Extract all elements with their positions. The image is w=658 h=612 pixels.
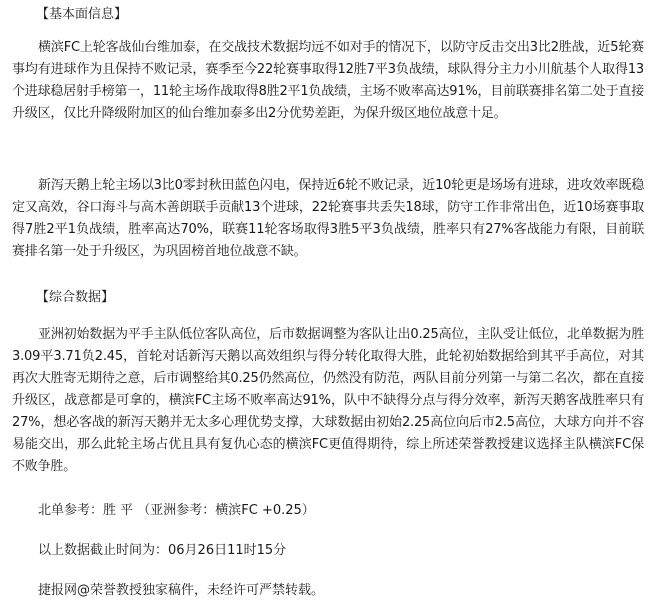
copyright-notice: 捷报网@荣誉教授独家稿件，未经许可严禁转载。 (38, 583, 325, 598)
section-heading-fundamentals: 【基本面信息】 (36, 7, 128, 22)
paragraph-albirex-niigata: 新泻天鹅上轮主场以3比0零封秋田蓝色闪电，保持近6轮不败记录，近10轮更是场场有进球，进攻效率既稳定又高效，谷口海斗与高木善朗联手贡献13个进球，22轮赛事共丢失18球，防守工作非常出色，近10场赛事取得7胜2平1负战绩，胜率高达70%，联赛11轮客场取得3胜5平3负战绩，胜率只有27%客战能力有限，目前联赛排名第一处于升级区，为巩固榜首地位战意不缺。 (12, 178, 644, 259)
paragraph-odds-analysis: 亚洲初始数据为平手主队低位客队高位，后市数据调整为客队让出0.25高位，主队受让低位，北单数据为胜3.09平3.71负2.45，首轮对话新泻天鹅以高效组织与得分转化取得大胜，此轮初始数据给到其平手高位，对其再次大胜寄无期待之意，后市调整给其0.25仍然高位，仍然没有防范，两队目前分列第一与第二名次，都在直接升级区，战意都是可拿的，横滨FC主场不败率高达91%，队中不缺得分点与得分效率，新泻天鹅客战胜率只有27%，想必客战的新泻天鹅并无太多心理优势支撑，大球数据由初始2.25高位向后市2.5高位，大球方向并不容易能交出，那么此轮主场占优且具有复仇心态的横滨FC更值得期待，综上所述荣誉教授建议选择主队横滨FC保不败争胜。 (12, 327, 644, 474)
paragraph-yokohama-fc: 横滨FC上轮客战仙台维加泰，在交战技术数据均远不如对手的情况下，以防守反击交出3比2胜战，近5轮赛事均有进球作为且保持不败记录，赛季至今22轮赛事取得12胜7平3负战绩，球队得分主力小川航基个人取得13个进球稳居射手榜第一，11轮主场作战取得8胜2平1负战绩，主场不败率高达91%，目前联赛排名第二处于直接升级区，仅比升降级附加区的仙台维加泰多出2分优势差距，为保升级区地位战意十足。 (12, 40, 644, 121)
section-heading-comprehensive-data: 【综合数据】 (36, 290, 115, 305)
betting-reference: 北单参考：胜 平 （亚洲参考：横滨FC +0.25） (38, 503, 315, 518)
data-cutoff-time: 以上数据截止时间为：06月26日11时15分 (38, 543, 287, 558)
